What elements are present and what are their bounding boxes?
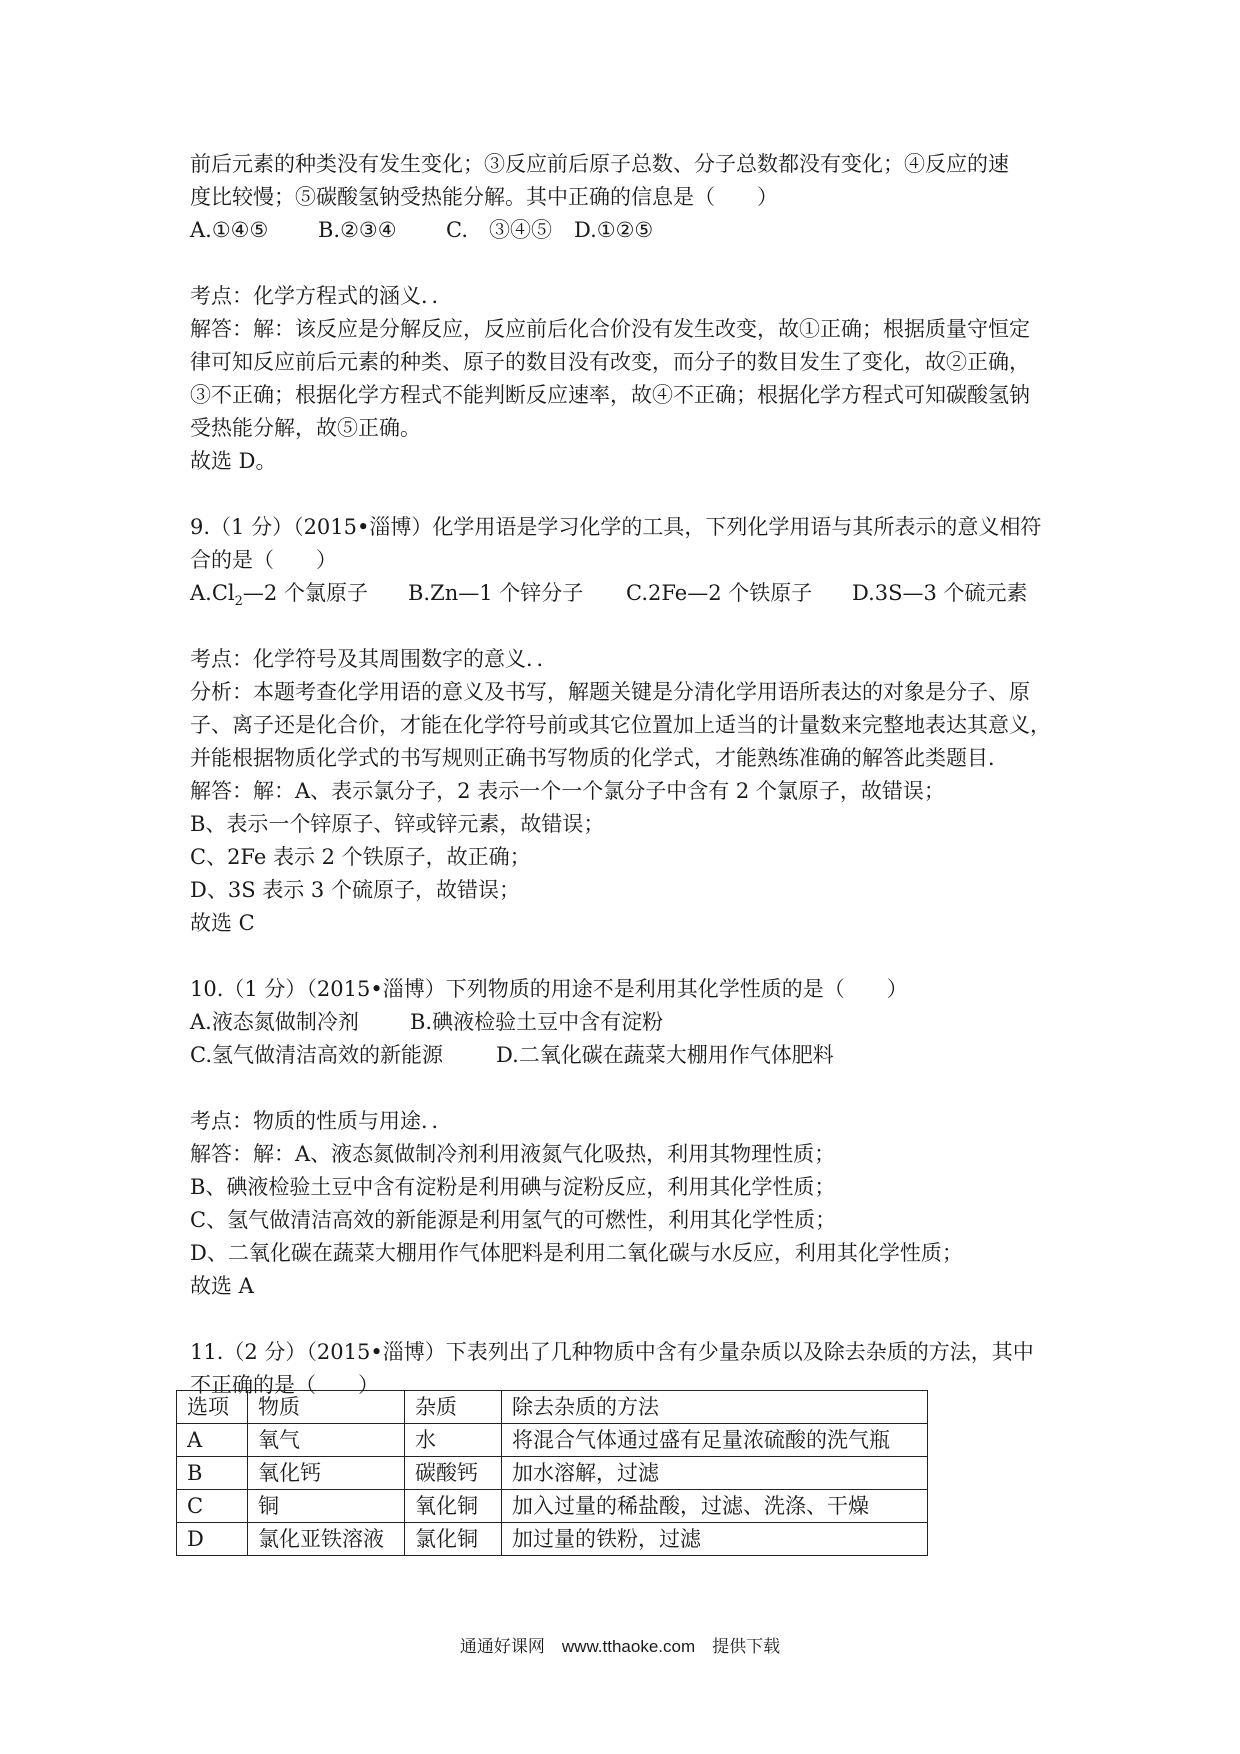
- table-cell: 加入过量的稀盐酸，过滤、洗涤、干燥: [502, 1490, 928, 1523]
- q10-jieda-line-1: 解答：解：A、液态氮做制冷剂利用液氮气化吸热，利用其物理性质；: [190, 1142, 836, 1166]
- table-cell: B: [177, 1457, 248, 1490]
- table-cell: 加水溶解，过滤: [502, 1457, 928, 1490]
- table-cell: 铜: [248, 1490, 405, 1523]
- q8-stem-line-2: 度比较慢；⑤碳酸氢钠受热能分解。其中正确的信息是（ ）: [190, 185, 778, 209]
- q9-kaodian: 考点：化学符号及其周围数字的意义．．: [190, 647, 558, 671]
- q8-answer: 故选 D。: [190, 449, 277, 473]
- q9-option-a-formula: A.Cl: [190, 581, 235, 605]
- q10-options-row-1: [190, 1006, 1070, 1039]
- q8-jieda-line-4: 受热能分解，故⑤正确。: [190, 416, 421, 440]
- q9-answer: 故选 C: [190, 911, 255, 935]
- table-cell: 氧化钙: [248, 1457, 405, 1490]
- table-cell: 氯化亚铁溶液: [248, 1523, 405, 1556]
- q9-option-a-subscript: 2: [234, 594, 243, 610]
- q8-jieda-line-3: ③不正确；根据化学方程式不能判断反应速率，故④不正确；根据化学方程式可知碳酸氢钠: [190, 383, 1030, 407]
- q10-jieda-line-3: C、氢气做清洁高效的新能源是利用氢气的可燃性，利用其化学性质；: [190, 1208, 837, 1232]
- table-cell: C: [177, 1490, 248, 1523]
- q11-stem-line-2: 不正确的是（ ）: [190, 1373, 379, 1397]
- table-cell: 水: [405, 1424, 502, 1457]
- q9-fenxi-line-1: 分析：本题考查化学用语的意义及书写，解题关键是分清化学用语所表达的对象是分子、原: [190, 680, 1030, 704]
- table-cell: A: [177, 1424, 248, 1457]
- table-cell: 氯化铜: [405, 1523, 502, 1556]
- q9-stem-line-1: 9.（1 分）（2015•淄博）化学用语是学习化学的工具，下列化学用语与其所表示的意义相符: [190, 515, 1042, 539]
- q9-option-b: B.Zn—1 个锌分子: [408, 581, 584, 605]
- q10-option-d: D.二氧化碳在蔬菜大棚用作气体肥料: [496, 1043, 834, 1067]
- page-footer: 通通好课网 www.tthaoke.com 提供下载: [459, 1637, 781, 1656]
- table-row: [177, 1523, 928, 1556]
- q11-stem-line-1: 11.（2 分）（2015•淄博）下表列出了几种物质中含有少量杂质以及除去杂质的方法，其中: [190, 1340, 1034, 1364]
- table-row: [177, 1490, 928, 1523]
- q9-stem-line-2: 合的是（ ）: [190, 548, 337, 572]
- q9-jieda-line-2: B、表示一个锌原子、锌或锌元素，故错误；: [190, 812, 605, 836]
- q9-options: [190, 577, 1070, 610]
- q10-answer: 故选 A: [190, 1274, 254, 1298]
- table-header-cell: 杂质: [405, 1391, 502, 1424]
- q8-jieda-line-2: 律可知反应前后元素的种类、原子的数目没有改变，而分子的数目发生了变化，故②正确，: [190, 350, 1030, 374]
- q11-table: [176, 1390, 928, 1556]
- q8-option-b: B.②③④: [318, 218, 397, 242]
- q8-option-c: C. ③④⑤: [446, 218, 552, 242]
- table-cell: D: [177, 1523, 248, 1556]
- table-cell: 将混合气体通过盛有足量浓硫酸的洗气瓶: [502, 1424, 928, 1457]
- document-body: [190, 148, 1070, 1402]
- q9-jieda-line-4: D、3S 表示 3 个硫原子，故错误；: [190, 878, 520, 902]
- q10-option-b: B.碘液检验土豆中含有淀粉: [410, 1010, 664, 1034]
- q9-option-d: D.3S—3 个硫元素: [852, 581, 1028, 605]
- q9-option-c: C.2Fe—2 个铁原子: [626, 581, 813, 605]
- q8-stem-line-1: 前后元素的种类没有发生变化；③反应前后原子总数、分子总数都没有变化；④反应的速: [190, 152, 1009, 176]
- q9-option-a-text: —2 个氯原子: [242, 581, 368, 605]
- table-header-cell: 除去杂质的方法: [502, 1391, 928, 1424]
- q8-option-d: D.①②⑤: [574, 218, 654, 242]
- q10-option-c: C.氢气做清洁高效的新能源: [190, 1043, 443, 1067]
- table-cell: 碳酸钙: [405, 1457, 502, 1490]
- table-row: [177, 1457, 928, 1490]
- q9-fenxi-line-2: 子、离子还是化合价，才能在化学符号前或其它位置加上适当的计量数来完整地表达其意义，: [190, 713, 1051, 737]
- table-header-row: [177, 1391, 928, 1424]
- q8-options: [190, 214, 1070, 247]
- q8-option-a: A.①④⑤: [190, 218, 269, 242]
- table-cell: 氧化铜: [405, 1490, 502, 1523]
- table-cell: 氧气: [248, 1424, 405, 1457]
- q9-fenxi-line-3: 并能根据物质化学式的书写规则正确书写物质的化学式，才能熟练准确的解答此类题目．: [190, 746, 1009, 770]
- q10-kaodian: 考点：物质的性质与用途．．: [190, 1109, 453, 1133]
- q10-options-row-2: [190, 1039, 1070, 1072]
- q9-option-a: [190, 577, 408, 610]
- q10-jieda-line-4: D、二氧化碳在蔬菜大棚用作气体肥料是利用二氧化碳与水反应，利用其化学性质；: [190, 1241, 963, 1265]
- table-cell: 加过量的铁粉，过滤: [502, 1523, 928, 1556]
- q10-option-a: A.液态氮做制冷剂: [190, 1010, 359, 1034]
- q9-jieda-line-1: 解答：解：A、表示氯分子，2 表示一个一个氯分子中含有 2 个氯原子，故错误；: [190, 779, 945, 803]
- q9-jieda-line-3: C、2Fe 表示 2 个铁原子，故正确；: [190, 845, 531, 869]
- q10-jieda-line-2: B、碘液检验土豆中含有淀粉是利用碘与淀粉反应，利用其化学性质；: [190, 1175, 836, 1199]
- q8-kaodian: 考点：化学方程式的涵义．．: [190, 284, 453, 308]
- table-header-cell: 选项: [177, 1391, 248, 1424]
- table-row: [177, 1424, 928, 1457]
- q10-stem: 10.（1 分）（2015•淄博）下列物质的用途不是利用其化学性质的是（ ）: [190, 977, 908, 1001]
- table-header-cell: 物质: [248, 1391, 405, 1424]
- q8-jieda-line-1: 解答：解：该反应是分解反应，反应前后化合价没有发生改变，故①正确；根据质量守恒定: [190, 317, 1030, 341]
